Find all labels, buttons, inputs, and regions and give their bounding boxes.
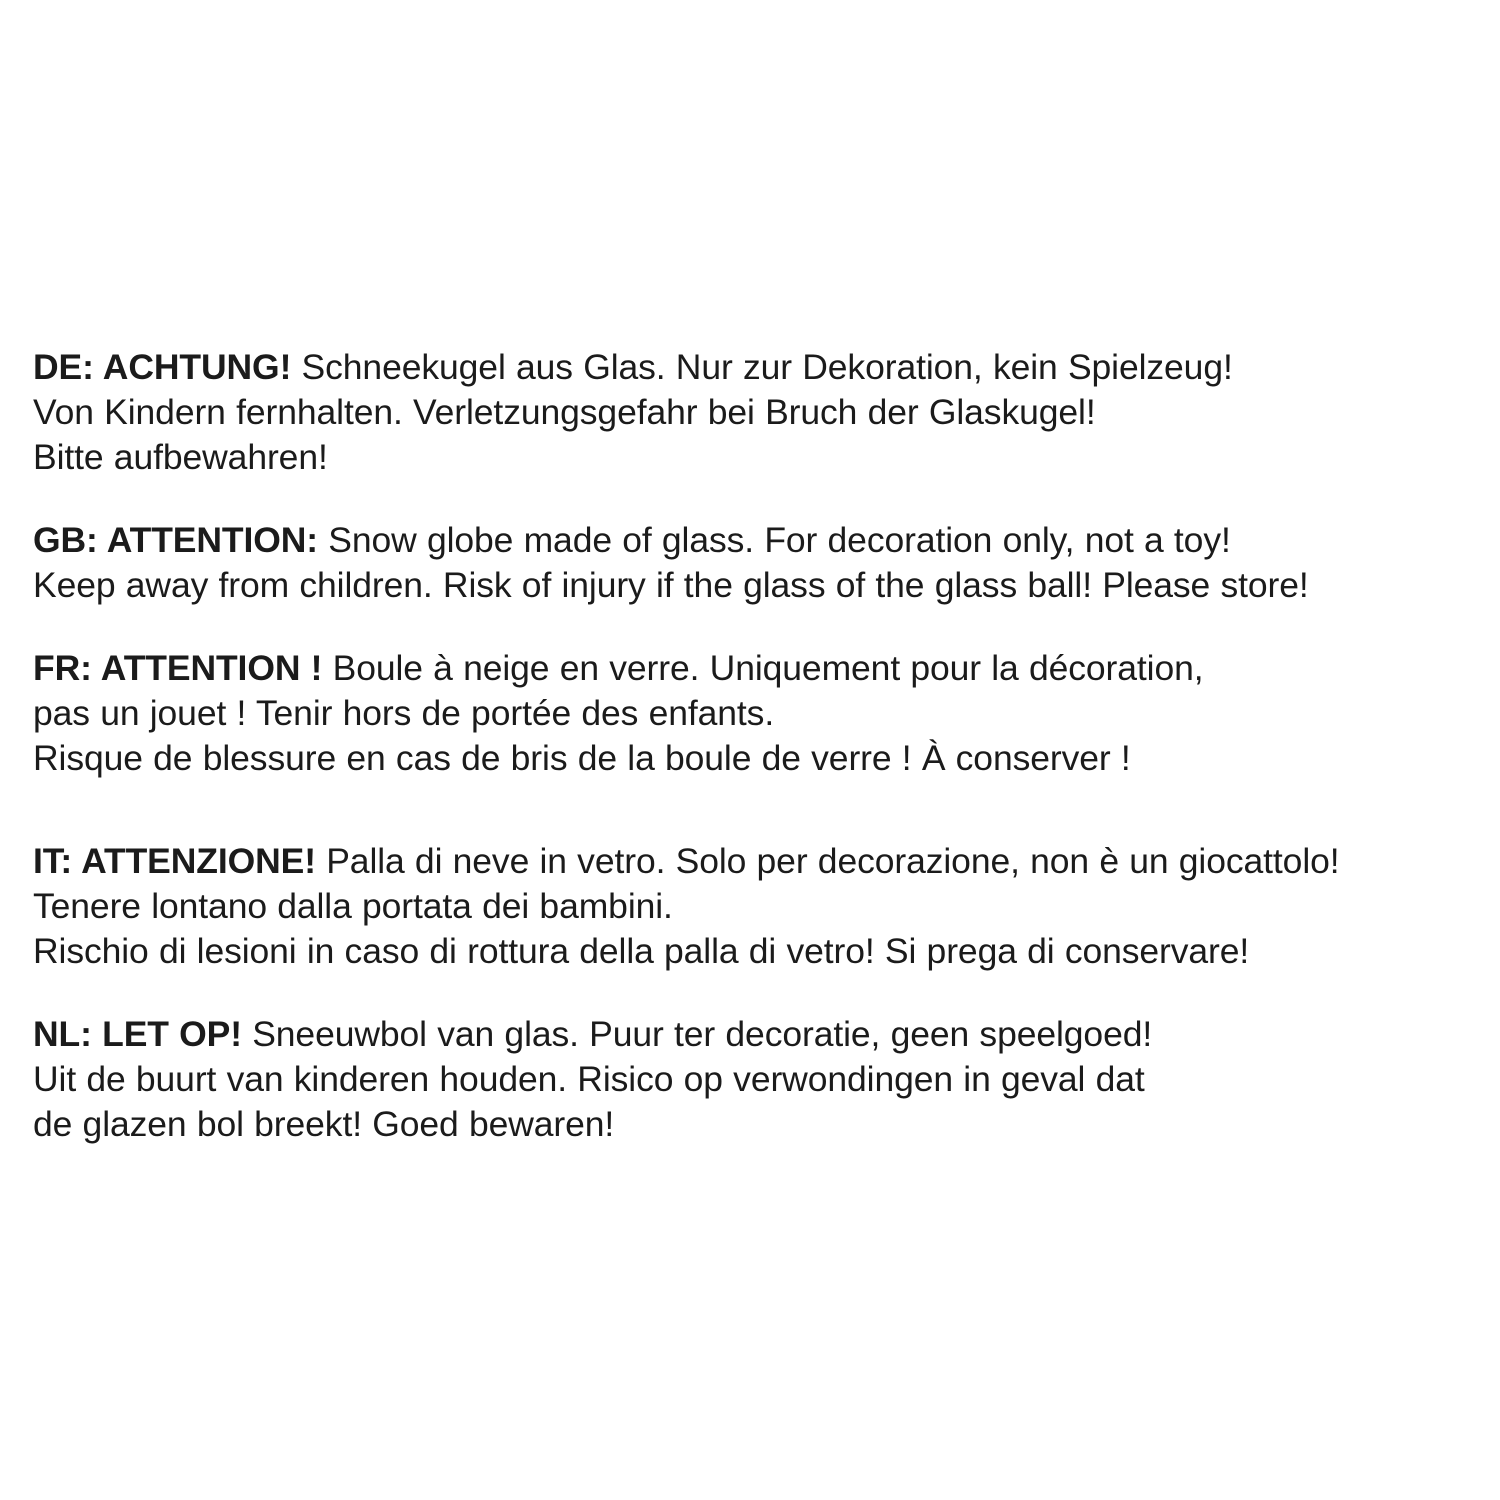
warning-line: Keep away from children. Risk of injury if the glass of the glass ball! Please store! <box>33 565 1309 605</box>
warning-line: Uit de buurt van kinderen houden. Risico op verwondingen in geval dat <box>33 1059 1145 1099</box>
language-lead-gb: GB: ATTENTION: <box>33 520 319 560</box>
warning-line: Rischio di lesioni in caso di rottura della palla di vetro! Si prega di conservare! <box>33 931 1250 971</box>
language-lead-de: DE: ACHTUNG! <box>33 347 292 387</box>
warning-block-gb <box>33 518 1460 608</box>
warning-line <box>33 345 1460 390</box>
warning-text: Schneekugel aus Glas. Nur zur Dekoration, kein Spielzeug! <box>291 347 1233 387</box>
warning-line <box>33 646 1460 691</box>
language-lead-nl: NL: LET OP! <box>33 1014 242 1054</box>
warning-line <box>33 518 1460 563</box>
warning-line <box>33 1012 1460 1057</box>
warning-block-fr <box>33 646 1460 781</box>
warning-line: Risque de blessure en cas de bris de la boule de verre ! À conserver ! <box>33 738 1131 778</box>
warning-text: Palla di neve in vetro. Solo per decorazione, non è un giocattolo! <box>315 841 1340 881</box>
warning-line: Tenere lontano dalla portata dei bambini. <box>33 886 673 926</box>
warning-line <box>33 839 1460 884</box>
warning-block-de <box>33 345 1460 480</box>
warning-line: Bitte aufbewahren! <box>33 437 328 477</box>
warning-line: de glazen bol breekt! Goed bewaren! <box>33 1104 615 1144</box>
warning-line: pas un jouet ! Tenir hors de portée des enfants. <box>33 693 775 733</box>
warning-text: Sneeuwbol van glas. Puur ter decoratie, geen speelgoed! <box>241 1014 1153 1054</box>
language-lead-fr: FR: ATTENTION ! <box>33 648 323 688</box>
warning-line: Von Kindern fernhalten. Verletzungsgefahr bei Bruch der Glaskugel! <box>33 392 1096 432</box>
warning-text: Snow globe made of glass. For decoration only, not a toy! <box>318 520 1231 560</box>
language-lead-it: IT: ATTENZIONE! <box>33 841 316 881</box>
warning-block-nl <box>33 1012 1460 1147</box>
warning-text: Boule à neige en verre. Uniquement pour la décoration, <box>322 648 1204 688</box>
warning-block-it <box>33 839 1460 974</box>
